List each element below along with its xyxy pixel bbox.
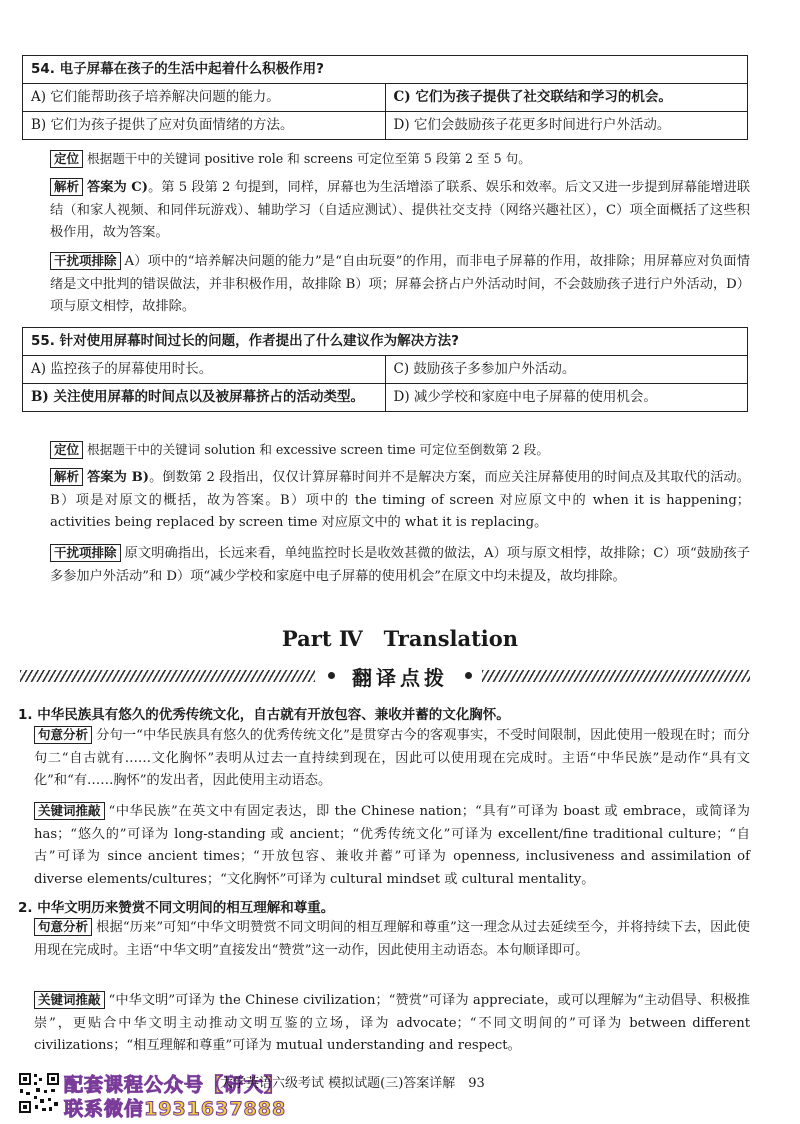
- question-55-title: 55. 针对使用屏幕时间过长的问题，作者提出了什么建议作为解决方法?: [23, 328, 748, 356]
- banner-hatch-right: [482, 670, 750, 682]
- analysis-text: 。倒数第 2 段指出，仅仅计算屏幕时间并不是解决方案，而应关注屏幕使用的时间点及其取代的活动。B）项是对原文的概括，故为答案。B）项中的 the timing of screen 对应原文中的 when it is happening；activities being replaced by screen time 对应原文中的 what it is replacing。: [50, 470, 750, 530]
- keywords-tag: 关键词推敲: [34, 802, 105, 820]
- part-heading: Part Ⅳ Translation: [281, 626, 519, 651]
- option-b-correct: B) 关注使用屏幕的时间点以及被屏幕挤占的活动类型。: [23, 384, 386, 412]
- keywords-text: “中华民族”在英文中有固定表达，即 the Chinese nation；“具有”可译为 boast 或 embrace，或简译为 has；“悠久的”可译为 long-standing 或 ancient；“优秀传统文化”可译为 excellent/fine traditional culture；“自古”可译为 since ancient times；“开放包容、兼收并蓄”可译为 openness, inclusiveness and assimilation of diverse elements/cultures；“文化胸怀”可译为 cultural mindset 或 cultural mentality。: [34, 804, 750, 887]
- qr-code-icon: [18, 1072, 60, 1114]
- distractor-tag: 干扰项排除: [50, 252, 121, 270]
- option-c-correct: C) 它们为孩子提供了社交联结和学习的机会。: [385, 84, 748, 112]
- translation-2-title: 2. 中华文明历来赞赏不同文明间的相互理解和尊重。: [18, 900, 335, 916]
- q55-distractor: [50, 543, 750, 588]
- q54-distractor: [50, 251, 750, 319]
- banner-dot-left: [328, 672, 335, 679]
- locate-tag: 定位: [50, 441, 83, 459]
- distractor-text: A）项中的“培养解决问题的能力”是“自由玩耍”的作用，而非电子屏幕的作用，故排除；用屏幕应对负面情绪是文中批判的错误做法，并非积极作用，故排除 B）项；屏幕会挤占户外活动时间，不会鼓励孩子进行户外活动，D）项与原文相悖，故排除。: [50, 254, 750, 314]
- q55-analysis: [50, 467, 750, 535]
- option-a: A) 监控孩子的屏幕使用时长。: [23, 356, 386, 384]
- meaning-tag: 句意分析: [34, 918, 92, 936]
- option-b: B) 它们为孩子提供了应对负面情绪的方法。: [23, 112, 386, 140]
- watermark-line-1: 配套课程公众号【研大】: [64, 1074, 285, 1096]
- question-54-title: 54. 电子屏幕在孩子的生活中起着什么积极作用?: [23, 56, 748, 84]
- analysis-text: 。第 5 段第 2 句提到，同样，屏幕也为生活增添了联系、娱乐和效率。后文又进一步提到屏幕能增进联结（和家人视频、和同伴玩游戏）、辅助学习（自适应测试）、提供社交支持（网络兴趣社区），C）项全面概括了这些积极作用，故为答案。: [50, 180, 751, 240]
- locate-tag: 定位: [50, 150, 83, 168]
- distractor-tag: 干扰项排除: [50, 544, 121, 562]
- question-54-table: [22, 55, 748, 140]
- distractor-text: 原文明确指出，长远来看，单纯监控时长是收效甚微的做法，A）项与原文相悖，故排除；C）项“鼓励孩子多参加户外活动”和 D）项“减少学校和家庭中电子屏幕的使用机会”在原文中均未提及，故均排除。: [50, 546, 750, 584]
- locate-text: 根据题干中的关键词 positive role 和 screens 可定位至第 5 段第 2 至 5 句。: [87, 151, 531, 166]
- t1-meaning: [34, 725, 750, 793]
- watermark-line-2: 联系微信1931637888: [64, 1098, 287, 1120]
- keywords-text: “中华文明”可译为 the Chinese civilization；“赞赏”可译为 appreciate，或可以理解为“主动倡导、积极推崇”，更贴合中华文明主动推动文明互鉴的立场，译为 advocate；“不同文明间的”可译为 between different civilizations；“相互理解和尊重”可译为 mutual understanding and respect。: [34, 993, 750, 1053]
- option-d: D) 它们会鼓励孩子花更多时间进行户外活动。: [385, 112, 748, 140]
- option-d: D) 减少学校和家庭中电子屏幕的使用机会。: [385, 384, 748, 412]
- meaning-tag: 句意分析: [34, 726, 92, 744]
- keywords-tag: 关键词推敲: [34, 991, 105, 1009]
- answer-text: 答案为 C): [87, 180, 149, 195]
- t1-keywords: [34, 801, 750, 891]
- page-footer: 大学英语六级考试 模拟试题(三)答案详解 93: [220, 1076, 485, 1091]
- q54-analysis: [50, 177, 750, 245]
- option-c: C) 鼓励孩子多参加户外活动。: [385, 356, 748, 384]
- locate-text: 根据题干中的关键词 solution 和 excessive screen time 可定位至倒数第 2 段。: [87, 442, 549, 457]
- q54-locate: [50, 148, 750, 172]
- translation-1-title: 1. 中华民族具有悠久的优秀传统文化，自古就有开放包容、兼收并蓄的文化胸怀。: [18, 707, 510, 723]
- analysis-tag: 解析: [50, 178, 83, 196]
- answer-text: 答案为 B): [87, 470, 149, 485]
- option-a: A) 它们能帮助孩子培养解决问题的能力。: [23, 84, 386, 112]
- q55-locate: [50, 439, 750, 463]
- analysis-tag: 解析: [50, 468, 83, 486]
- meaning-text: 分句一“中华民族具有悠久的优秀传统文化”是贯穿古今的客观事实，不受时间限制，因此使用一般现在时；而分句二“自古就有……文化胸怀”表明从过去一直持续到现在，因此可以使用现在完成时。主语“中华民族”是动作“具有文化”和“有……胸怀”的发出者，因此使用主动语态。: [34, 728, 750, 788]
- banner-hatch-left: [20, 670, 315, 682]
- section-banner: [20, 662, 750, 692]
- t2-keywords: [34, 990, 750, 1058]
- banner-title: 翻译点拨: [352, 666, 448, 690]
- question-55-table: [22, 327, 748, 412]
- t2-meaning: [34, 917, 750, 962]
- meaning-text: 根据“历来”可知“中华文明赞赏不同文明间的相互理解和尊重”这一理念从过去延续至今，并将持续下去，因此使用现在完成时。主语“中华文明”直接发出“赞赏”这一动作，因此使用主动语态。本句顺译即可。: [34, 920, 750, 958]
- banner-dot-right: [465, 672, 472, 679]
